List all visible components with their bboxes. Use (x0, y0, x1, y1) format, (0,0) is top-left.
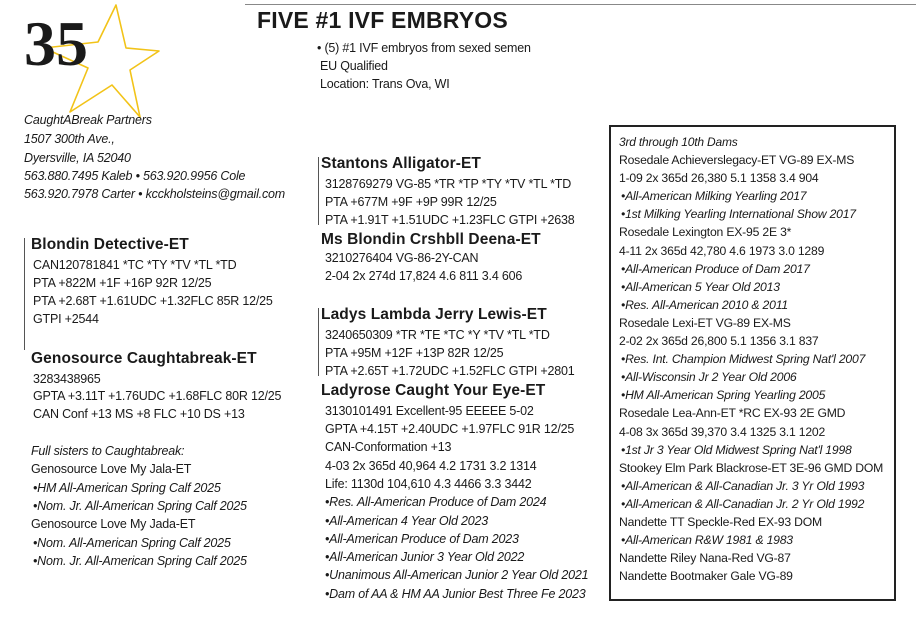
dam-history-line: Nandette Riley Nana-Red VG-87 (619, 551, 791, 566)
sire-line: GTPI +2544 (33, 312, 99, 326)
dam-history-award: •All-American & All-Canadian Jr. 3 Yr Old 1993 (621, 478, 865, 493)
sister-award: •HM All-American Spring Calf 2025 (33, 481, 221, 495)
calf-line: GPTA +3.11T +1.76UDC +1.68FLC 80R 12/25 (33, 389, 282, 403)
pedigree-bracket (318, 157, 319, 225)
dam-history-line: 4-11 2x 365d 42,780 4.6 1973 3.0 1289 (619, 243, 825, 258)
consignor-line: 1507 300th Ave., (24, 132, 115, 146)
dam-award: •All-American 4 Year Old 2023 (325, 514, 489, 528)
dam-history-line: Nandette TT Speckle-Red EX-93 DOM (619, 515, 822, 529)
calf-name: Genosource Caughtabreak-ET (31, 350, 257, 367)
dam-history-award: •1st Jr 3 Year Old Midwest Spring Nat'l 1998 (621, 442, 852, 457)
dam-award: •All-American Produce of Dam 2023 (325, 532, 519, 546)
dam-history-award: •1st Milking Yearling International Show 2017 (621, 207, 856, 222)
sire-line: CAN120781841 *TC *TY *TV *TL *TD (33, 258, 237, 272)
dam-history-award: •Res. All-American 2010 & 2011 (621, 297, 788, 312)
dam-name: Ladyrose Caught Your Eye-ET (321, 382, 546, 399)
dam-award: •All-American Junior 3 Year Old 2022 (325, 550, 525, 564)
consignor-name: CaughtABreak Partners (24, 113, 152, 127)
summary-line: • (5) #1 IVF embryos from sexed semen (317, 41, 531, 55)
sire2-name: Ladys Lambda Jerry Lewis-ET (321, 306, 547, 323)
dam-history-line: Rosedale Lexington EX-95 2E 3* (619, 225, 792, 240)
sister-name: Genosource Love My Jala-ET (31, 462, 192, 476)
lot-number: 35 (24, 8, 88, 79)
dam-history-award: •HM All-American Spring Yearling 2005 (621, 388, 826, 403)
summary-line: EU Qualified (320, 59, 388, 73)
dam-history-line: Nandette Bootmaker Gale VG-89 (619, 569, 793, 584)
dam-lifetime: Life: 1130d 104,610 4.3 4466 3.3 3442 (325, 477, 532, 491)
dam-history-award: •All-Wisconsin Jr 2 Year Old 2006 (621, 370, 797, 385)
page-title: FIVE #1 IVF EMBRYOS (257, 7, 508, 33)
dam-line: 3130101491 Excellent-95 EEEEE 5-02 (325, 404, 534, 418)
granddam-line: 2-04 2x 274d 17,824 4.6 811 3.4 606 (325, 269, 523, 283)
dam-award: •Dam of AA & HM AA Junior Best Three Fe 2023 (325, 587, 586, 601)
dam-history-line: Stookey Elm Park Blackrose-ET 3E-96 GMD DOM (619, 460, 884, 475)
sire2-line: PTA +95M +12F +13P 82R 12/25 (325, 346, 504, 360)
dam-history-award: •Res. Int. Champion Midwest Spring Nat'l 2007 (621, 352, 866, 367)
dam-line: GPTA +4.15T +2.40UDC +1.97FLC 91R 12/25 (325, 422, 575, 436)
consignor-email: 563.920.7978 Carter • kcckholsteins@gmail.com (24, 187, 285, 201)
full-sisters-heading: Full sisters to Caughtabreak: (31, 444, 185, 458)
sire-line: PTA +2.68T +1.61UDC +1.32FLC 85R 12/25 (33, 294, 273, 308)
mgs-line: PTA +677M +9F +9P 99R 12/25 (325, 195, 497, 209)
dam-history-award: •All-American 5 Year Old 2013 (621, 279, 780, 294)
dam-history-line: 4-08 3x 365d 39,370 3.4 1325 3.1 1202 (619, 424, 826, 439)
dam-history-award: •All-American R&W 1981 & 1983 (621, 533, 793, 548)
mgs-line: 3128769279 VG-85 *TR *TP *TY *TV *TL *TD (325, 177, 572, 191)
dam-award: •Unanimous All-American Junior 2 Year Old 2021 (325, 568, 589, 582)
dam-record: 4-03 2x 365d 40,964 4.2 1731 3.2 1314 (325, 459, 537, 473)
sister-award: •Nom. Jr. All-American Spring Calf 2025 (33, 554, 247, 568)
summary-line: Location: Trans Ova, WI (320, 77, 450, 91)
sire2-line: 3240650309 *TR *TE *TC *Y *TV *TL *TD (325, 328, 550, 342)
sister-award: •Nom. Jr. All-American Spring Calf 2025 (33, 499, 247, 513)
dam-award: •Res. All-American Produce of Dam 2024 (325, 495, 547, 509)
sire-line: PTA +822M +1F +16P 92R 12/25 (33, 276, 212, 290)
dam-history-line: Rosedale Lea-Ann-ET *RC EX-93 2E GMD (619, 406, 846, 421)
dam-history-award: •All-American Milking Yearling 2017 (621, 189, 807, 204)
pedigree-bracket (318, 308, 319, 376)
dam-history-line: Rosedale Achieverslegacy-ET VG-89 EX-MS (619, 153, 855, 167)
dam-history-line: Rosedale Lexi-ET VG-89 EX-MS (619, 315, 791, 330)
pedigree-bracket (24, 238, 25, 350)
sire2-line: PTA +2.65T +1.72UDC +1.52FLC GTPI +2801 (325, 364, 575, 378)
dam-history-line: 2-02 2x 365d 26,800 5.1 1356 3.1 837 (619, 334, 819, 348)
dam-history-award: •All-American Produce of Dam 2017 (621, 261, 810, 276)
granddam-name: Ms Blondin Crshbll Deena-ET (321, 231, 541, 248)
sister-award: •Nom. All-American Spring Calf 2025 (33, 536, 231, 550)
mgs-line: PTA +1.91T +1.51UDC +1.23FLC GTPI +2638 (325, 213, 575, 227)
sister-name: Genosource Love My Jada-ET (31, 517, 196, 531)
calf-line: 3283438965 (33, 372, 101, 386)
dam-line: CAN-Conformation +13 (325, 440, 452, 454)
granddam-line: 3210276404 VG-86-2Y-CAN (325, 251, 479, 265)
dam-history-award: •All-American & All-Canadian Jr. 2 Yr Old 1992 (621, 496, 865, 511)
sire-name: Blondin Detective-ET (31, 236, 189, 253)
top-rule (245, 4, 916, 5)
dam-history-line: 1-09 2x 365d 26,380 5.1 1358 3.4 904 (619, 171, 819, 186)
mgs-name: Stantons Alligator-ET (321, 155, 481, 172)
consignor-line: Dyersville, IA 52040 (24, 151, 131, 165)
consignor-phone: 563.880.7495 Kaleb • 563.920.9956 Cole (24, 169, 246, 183)
calf-line: CAN Conf +13 MS +8 FLC +10 DS +13 (33, 407, 245, 421)
dams-box-heading: 3rd through 10th Dams (619, 135, 738, 149)
